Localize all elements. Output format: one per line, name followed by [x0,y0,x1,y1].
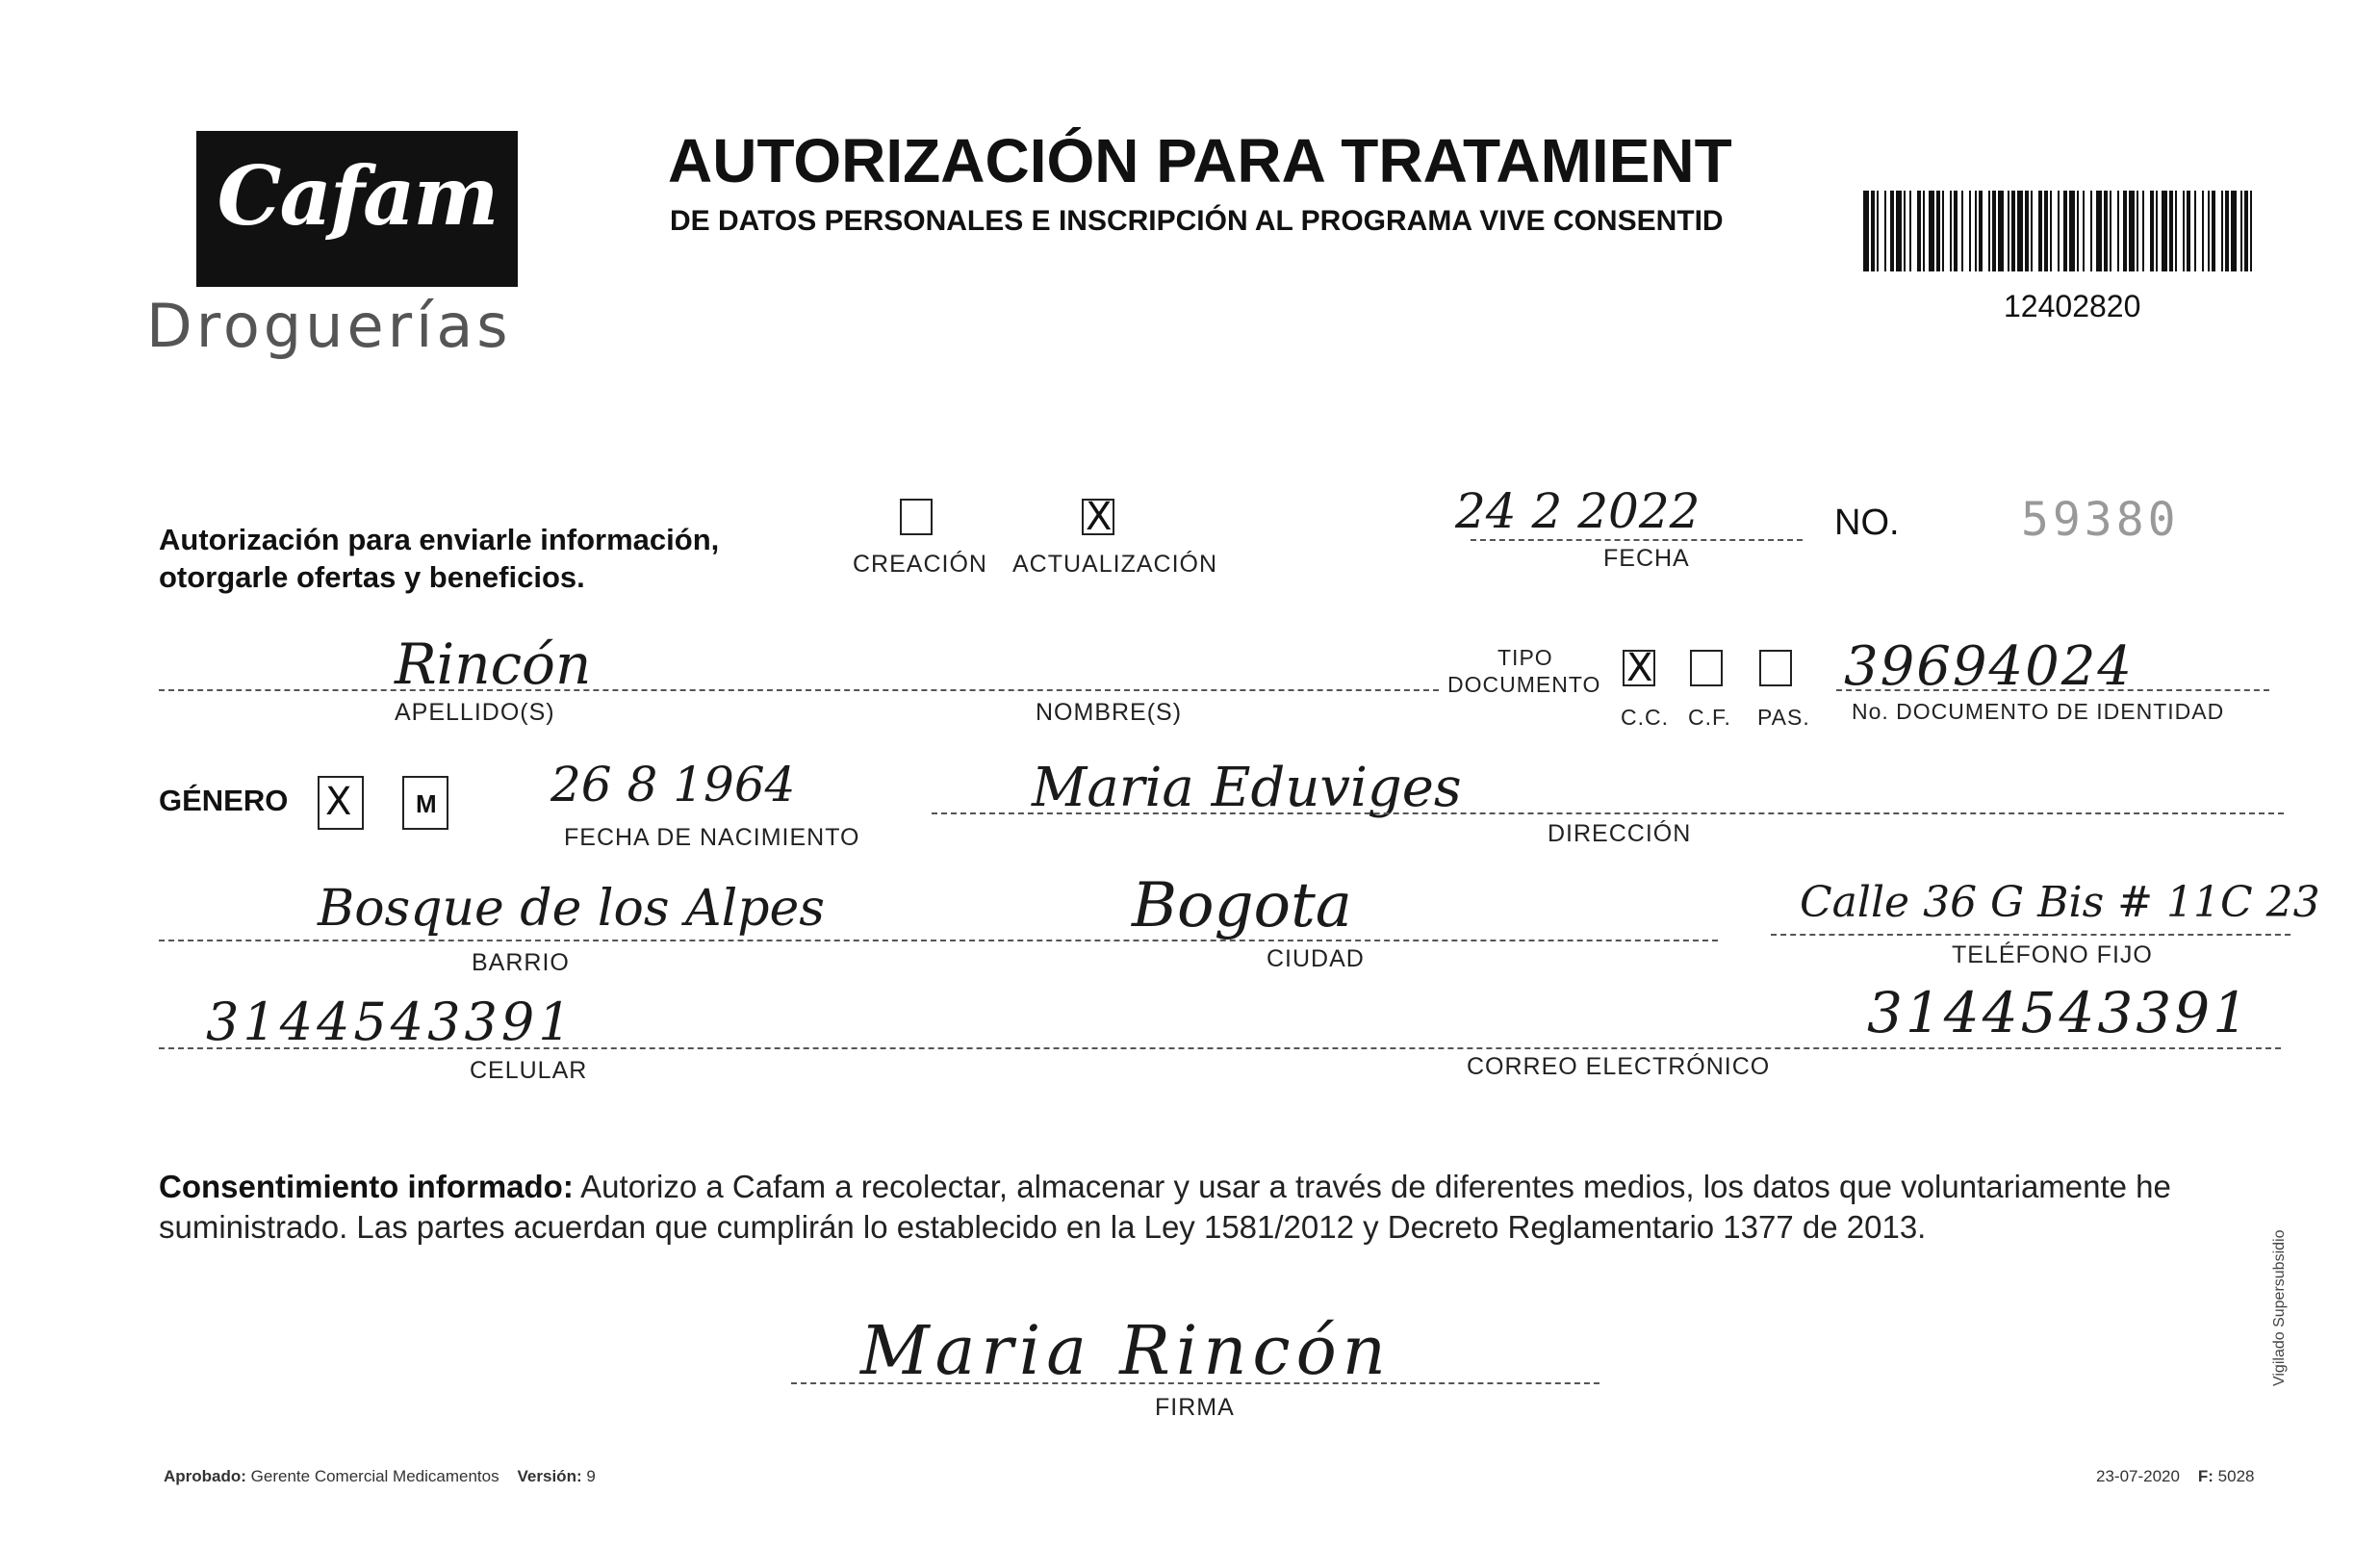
barcode-bar [1871,191,1875,271]
authorization-text-2: otorgarle ofertas y beneficios. [159,560,585,594]
consent-title: Consentimiento informado: [159,1169,574,1204]
cf-checkbox[interactable] [1690,650,1723,686]
cc-checkbox[interactable] [1623,646,1655,690]
barcode-bar [2225,191,2229,271]
footer-code-label: F: [2197,1467,2214,1485]
cf-label: C.F. [1688,705,1731,730]
genero-m-checkbox[interactable] [402,776,448,830]
barcode-bar [2240,191,2242,271]
documento-value[interactable]: 39694024 [1844,635,2135,698]
barcode-bar [2058,191,2060,271]
telefono-value[interactable]: Calle 36 G Bis # 11C 23 [1800,878,2320,927]
vigilado-side-note: Vigilado Supersubsidio [2271,1229,2288,1386]
documento-label: No. DOCUMENTO DE IDENTIDAD [1852,699,2225,724]
ciudad-label: CIUDAD [1267,945,1365,972]
barcode-bar [2050,191,2052,271]
barcode-bar [2221,191,2223,271]
barcode-bar [2183,191,2185,271]
barcode-bar [2038,191,2042,271]
nacimiento-value[interactable]: 26 8 1964 [550,757,796,812]
barcode-bar [2123,191,2127,271]
footer-approval [164,1467,596,1486]
telefono-label: TELÉFONO FIJO [1952,941,2153,968]
barcode-bar [2063,191,2067,271]
barcode-bar [2117,191,2119,271]
barcode-bar [2244,191,2248,271]
signature-line [791,1382,1599,1384]
pas-checkbox[interactable] [1759,650,1792,686]
barcode-bar [2104,191,2108,271]
signature-value[interactable]: Maria Rincón [860,1311,1392,1390]
row4-line [159,1047,2281,1049]
barcode-number: 12402820 [2004,289,2141,323]
direccion-label: DIRECCIÓN [1548,820,1692,847]
form-title: AUTORIZACIÓN PARA TRATAMIENT [668,126,1732,195]
barcode-bar [2031,191,2033,271]
telefono-line [1771,934,2290,936]
version-value: 9 [586,1467,596,1485]
barcode-bar [2231,191,2237,271]
barcode-bar [1979,191,1983,271]
direccion-value[interactable]: Maria Eduviges [1032,757,1462,819]
footer-date: 23-07-2020 [2096,1467,2180,1485]
consent-text-1: Autorizo a Cafam a recolectar, almacenar y usar a través de diferentes medios, los datos que voluntariamente he [573,1169,2171,1204]
barcode-bar [2129,191,2135,271]
barcode-bar [2202,191,2204,271]
barcode-bar [2025,191,2029,271]
cafam-brand-text: Cafam [217,148,498,244]
consent-text-2: suministrado. Las partes acuerdan que cumplirán lo establecido en la Ley 1581/2012 y Decreto Reglamentario 1377 de 2013. [159,1209,1927,1245]
barcode-bar [1936,191,1940,271]
barcode-bar [1950,191,1952,271]
fecha-value[interactable]: 24 2 2022 [1455,483,1701,539]
aprobado-label: Aprobado: [164,1467,246,1485]
correo-value[interactable]: 3144543391 [1867,980,2252,1045]
barrio-value[interactable]: Bosque de los Alpes [318,880,825,938]
genero-f-mark: X [325,780,352,824]
correo-label: CORREO ELECTRÓNICO [1467,1053,1771,1080]
barcode [1863,191,2252,271]
form-subtitle: DE DATOS PERSONALES E INSCRIPCIÓN AL PROGRAMA VIVE CONSENTID [670,205,1724,237]
barcode-bar [1904,191,1906,271]
barcode-bar [2090,191,2092,271]
actualizacion-checkbox[interactable] [1082,495,1114,539]
pas-label: PAS. [1757,705,1810,730]
genero-m-label: M [416,789,437,818]
barcode-bar [2250,191,2252,271]
cc-check-mark: X [1626,646,1653,690]
barcode-bar [1954,191,1958,271]
cc-label: C.C. [1621,705,1669,730]
barcode-bar [2011,191,2015,271]
barcode-bar [2008,191,2009,271]
footer-code [2096,1467,2254,1486]
documento-tipo-label: DOCUMENTO [1447,672,1601,697]
barcode-bar [2017,191,2023,271]
barcode-bar [2169,191,2173,271]
barcode-bar [1884,191,1886,271]
barcode-bar [2137,191,2138,271]
apellido-label: APELLIDO(S) [395,699,555,726]
documento-line [1836,689,2269,691]
version-label: Versión: [517,1467,582,1485]
barcode-bar [2156,191,2158,271]
barcode-bar [1961,191,1963,271]
no-label: NO. [1834,502,1900,543]
barcode-bar [1969,191,1971,271]
barcode-bar [1863,191,1869,271]
apellido-value[interactable]: Rincón [395,631,592,697]
barcode-bar [2208,191,2210,271]
genero-f-checkbox[interactable] [318,776,364,830]
droguerias-logo-text: Droguerías [146,291,512,361]
actualizacion-check-mark: X [1086,495,1113,539]
barcode-bar [1877,191,1879,271]
barcode-bar [1896,191,1902,271]
nacimiento-label: FECHA DE NACIMIENTO [564,824,860,851]
creacion-checkbox[interactable] [900,499,933,535]
barcode-bar [1988,191,1990,271]
barcode-bar [1923,191,1925,271]
barcode-bar [2142,191,2144,271]
row1-line-left [159,689,1439,691]
tipo-label: TIPO [1497,645,1553,670]
celular-value[interactable]: 3144543391 [206,992,576,1052]
barcode-bar [2175,191,2177,271]
barcode-bar [1992,191,1996,271]
row3-line-left [159,940,1718,941]
celular-label: CELULAR [470,1057,588,1084]
barcode-bar [2096,191,2102,271]
barcode-bar [2083,191,2085,271]
barcode-bar [2187,191,2190,271]
barcode-bar [1890,191,1894,271]
barcode-bar [2069,191,2075,271]
barcode-bar [2077,191,2079,271]
ciudad-value[interactable]: Bogota [1132,870,1352,941]
fecha-line [1471,539,1803,541]
actualizacion-label: ACTUALIZACIÓN [1012,551,1218,578]
fecha-label: FECHA [1603,545,1690,572]
barcode-bar [2162,191,2167,271]
direccion-line [932,812,2284,814]
barcode-bar [1942,191,1944,271]
genero-label: GÉNERO [159,784,289,817]
cafam-logo [196,131,518,287]
form-number: 59380 [2021,493,2180,547]
nombre-label: NOMBRE(S) [1036,699,1183,726]
aprobado-value: Gerente Comercial Medicamentos [250,1467,499,1485]
barcode-bar [2110,191,2111,271]
signature-label: FIRMA [1155,1394,1235,1421]
barcode-bar [1917,191,1921,271]
barcode-bar [2150,191,2154,271]
barcode-bar [1998,191,2004,271]
barcode-bar [1975,191,1977,271]
barcode-bar [1909,191,1911,271]
consent-paragraph [159,1167,2315,1248]
authorization-text-1: Autorización para enviarle información, [159,523,720,556]
barcode-bar [2194,191,2196,271]
barrio-label: BARRIO [472,949,570,976]
barcode-bar [2212,191,2215,271]
creacion-label: CREACIÓN [853,551,987,578]
footer-code-value: 5028 [2217,1467,2255,1485]
barcode-bar [2044,191,2048,271]
barcode-bar [1929,191,1934,271]
